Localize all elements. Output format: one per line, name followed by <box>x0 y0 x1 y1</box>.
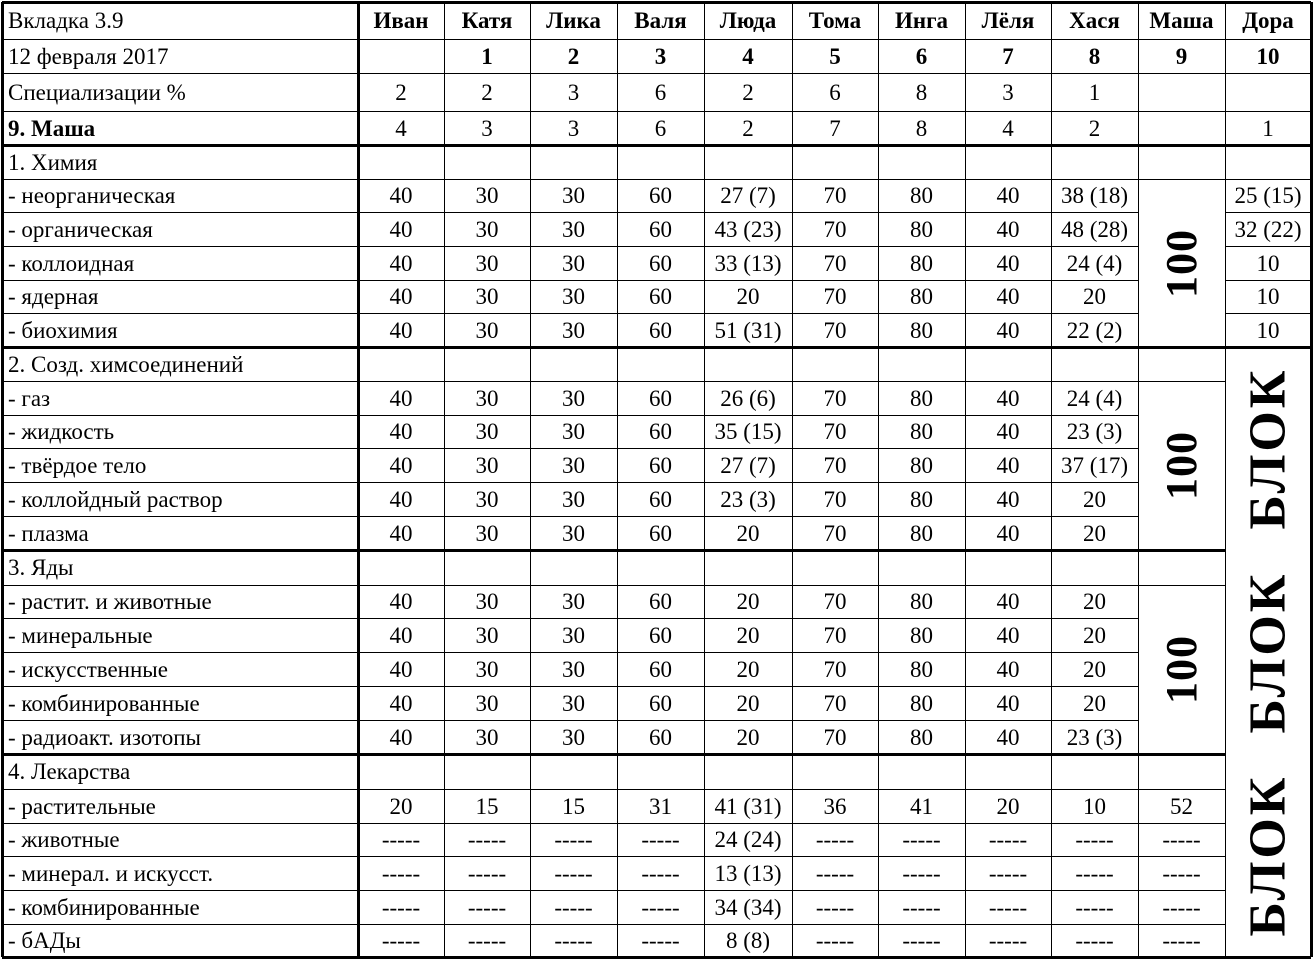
table-cell: 60 <box>649 656 672 682</box>
table-cell: 32 (22) <box>1234 216 1302 242</box>
table-cell: 40 <box>996 656 1020 682</box>
table-cell: 10 <box>1256 284 1280 309</box>
table-cell: 30 <box>562 183 585 208</box>
table-cell: 60 <box>649 622 672 648</box>
table-cell: 24 (24) <box>714 827 782 852</box>
row-label: - неорганическая <box>8 183 176 208</box>
table-cell: 1 <box>1262 115 1274 141</box>
table-cell: 80 <box>910 385 933 411</box>
table-cell: 40 <box>389 216 413 242</box>
table-cell: 30 <box>562 385 585 411</box>
table-cell: 20 <box>736 724 760 750</box>
table-cell: 34 (34) <box>714 894 782 920</box>
table-cell: 23 (3) <box>1066 419 1123 444</box>
table-cell: 27 (7) <box>720 183 776 208</box>
table-cell: 60 <box>649 724 672 750</box>
table-cell: 60 <box>649 589 672 614</box>
date-label: 12 февраля 2017 <box>8 43 169 69</box>
table-cell: 3 <box>481 115 493 141</box>
table-cell: 70 <box>823 486 847 512</box>
table-cell: ----- <box>381 827 421 852</box>
table-cell: 8 <box>915 79 928 105</box>
table-cell: 60 <box>649 183 672 208</box>
table-cell: 40 <box>996 452 1020 478</box>
table-cell: 70 <box>823 520 847 546</box>
row-label: - жидкость <box>8 419 115 444</box>
row-label: - растительные <box>8 793 156 819</box>
table-cell: ----- <box>902 860 941 886</box>
table-cell: 4 <box>395 115 407 141</box>
table-cell: 2 <box>742 79 754 105</box>
table-cell: 60 <box>649 216 672 242</box>
table-cell: 30 <box>475 656 499 682</box>
table-cell: ----- <box>467 860 507 886</box>
table-cell: 38 (18) <box>1060 183 1129 208</box>
table-cell: 35 (15) <box>714 419 782 444</box>
table-cell: 24 (4) <box>1066 385 1123 411</box>
table-cell <box>1138 111 1225 145</box>
table-cell: 40 <box>996 589 1020 614</box>
table-cell: 30 <box>475 622 499 648</box>
table-cell: 30 <box>562 622 585 648</box>
table-cell: 80 <box>910 622 933 648</box>
table-cell: 70 <box>823 724 847 750</box>
table-cell: 40 <box>996 216 1020 242</box>
table-cell: 3 <box>1002 79 1014 105</box>
table-cell: 37 (17) <box>1060 452 1129 478</box>
column-header-number: 5 <box>829 43 841 69</box>
table-cell: 40 <box>389 520 413 546</box>
table-cell: 20 <box>736 520 760 546</box>
table-cell: 30 <box>475 520 499 546</box>
table-cell: 33 (13) <box>714 250 782 276</box>
table-cell <box>1138 73 1225 111</box>
table-cell: 10 <box>1256 250 1280 276</box>
table-cell: ----- <box>815 928 855 953</box>
table-cell: 80 <box>910 589 933 614</box>
table-cell: 30 <box>562 284 585 309</box>
tab-label: Вкладка 3.9 <box>8 8 124 33</box>
column-header-number <box>358 39 444 73</box>
table-cell: 20 <box>1083 589 1106 614</box>
table-cell: 20 <box>1083 622 1106 648</box>
table-cell: 60 <box>649 284 672 309</box>
table-cell: 30 <box>562 419 585 444</box>
table-cell: 70 <box>823 216 847 242</box>
table-cell: 41 <box>910 793 933 819</box>
table-cell: 8 (8) <box>725 928 771 953</box>
merged-block-3 <box>1225 754 1311 957</box>
table-cell: 80 <box>910 183 933 208</box>
table-cell: 40 <box>996 690 1020 716</box>
table-cell: 26 (6) <box>720 385 776 411</box>
table-cell: 30 <box>562 250 585 276</box>
merged-block-2-text: БЛОК <box>1239 571 1297 733</box>
table-cell: 4 <box>1002 115 1014 141</box>
row-label: - животные <box>8 827 120 852</box>
section-title: 3. Яды <box>8 555 74 580</box>
row-label: 9. Маша <box>8 115 96 141</box>
table-cell: ----- <box>381 928 421 953</box>
table-cell: ----- <box>381 894 421 920</box>
table-cell: 70 <box>823 317 847 343</box>
table-cell: ----- <box>988 860 1028 886</box>
table-cell: 8 <box>915 115 928 141</box>
table-cell: 30 <box>562 690 585 716</box>
table-cell: 80 <box>910 520 933 546</box>
table-cell: 60 <box>649 250 672 276</box>
table-cell: 15 <box>562 793 585 819</box>
merged-100-chemistry-text: 100 <box>1157 228 1206 298</box>
row-label: - ядерная <box>8 284 99 309</box>
column-header-number: 3 <box>654 43 667 69</box>
table-cell: 30 <box>562 656 585 682</box>
table-cell: 70 <box>823 589 847 614</box>
table-cell: 80 <box>910 486 933 512</box>
table-cell: ----- <box>554 928 593 953</box>
row-label: - минерал. и искусст. <box>8 860 214 886</box>
column-header-name: Тома <box>808 8 862 33</box>
column-header-number: 4 <box>742 43 754 69</box>
column-header-name: Валя <box>634 8 687 33</box>
table-cell: 30 <box>562 589 585 614</box>
table-cell: 40 <box>389 690 413 716</box>
table-cell: 80 <box>910 724 933 750</box>
column-header-number: 1 <box>481 43 493 69</box>
row-label: - органическая <box>8 216 153 242</box>
table-cell: 30 <box>562 452 585 478</box>
row-label: - комбинированные <box>8 690 200 716</box>
column-header-name: Хася <box>1069 8 1120 33</box>
table-cell: 30 <box>475 724 499 750</box>
row-label: - бАДы <box>8 928 81 953</box>
merged-100-compounds <box>1138 381 1225 550</box>
table-cell: ----- <box>467 894 507 920</box>
table-cell: 2 <box>1088 115 1101 141</box>
table-cell: 30 <box>475 183 499 208</box>
table-cell: ----- <box>467 827 507 852</box>
table-cell: ----- <box>902 827 941 852</box>
row-label: - газ <box>8 385 51 411</box>
column-header-number: 10 <box>1256 43 1280 69</box>
table-cell: ----- <box>1075 827 1114 852</box>
table-cell: 23 (3) <box>1066 724 1123 750</box>
table-cell: 3 <box>567 115 580 141</box>
table-cell: 40 <box>996 250 1020 276</box>
table-cell: 24 (4) <box>1066 250 1123 276</box>
table-cell: ----- <box>467 928 507 953</box>
table-cell: ----- <box>815 894 855 920</box>
table-cell: 20 <box>1083 486 1106 512</box>
merged-block-1-text: БЛОК <box>1239 367 1297 530</box>
table-cell: 20 <box>736 690 760 716</box>
row-label: - коллойдный раствор <box>8 486 223 512</box>
table-cell: ----- <box>1162 827 1201 852</box>
table-cell: 80 <box>910 250 933 276</box>
table-cell: 6 <box>654 79 667 105</box>
table-cell: ----- <box>1075 894 1114 920</box>
table-cell: 3 <box>567 79 580 105</box>
column-header-name: Лика <box>546 8 601 33</box>
table-cell: ----- <box>1162 928 1201 953</box>
table-cell: 60 <box>649 690 672 716</box>
table-cell: 20 <box>1083 656 1106 682</box>
table-cell: 25 (15) <box>1234 183 1302 208</box>
table-cell: 40 <box>996 317 1020 343</box>
row-label: Специализации % <box>8 79 186 105</box>
table-cell: 2 <box>395 79 407 105</box>
table-cell: ----- <box>641 827 680 852</box>
merged-100-compounds-text: 100 <box>1157 431 1206 500</box>
column-header-name: Иван <box>373 8 429 33</box>
table-cell: 20 <box>736 284 760 309</box>
table-cell: 40 <box>389 452 413 478</box>
table-cell: ----- <box>988 928 1028 953</box>
table-cell: 15 <box>475 793 499 819</box>
table-cell: 10 <box>1256 317 1280 343</box>
table-cell: ----- <box>554 860 593 886</box>
table-cell: 40 <box>389 317 413 343</box>
table-cell: 60 <box>649 385 672 411</box>
table-cell: 52 <box>1170 793 1193 819</box>
table-cell: 40 <box>389 183 413 208</box>
row-label: - твёрдое тело <box>8 452 147 478</box>
column-header-name: Инга <box>894 8 949 33</box>
table-cell: 23 (3) <box>720 486 776 512</box>
table-cell: ----- <box>641 860 680 886</box>
table-cell: ----- <box>1162 894 1201 920</box>
table-cell: 48 (28) <box>1060 216 1129 242</box>
table-cell: 30 <box>475 690 499 716</box>
table-cell: 43 (23) <box>714 216 782 242</box>
column-header-name: Люда <box>719 8 777 33</box>
column-header-number: 7 <box>1002 43 1014 69</box>
table-cell: 40 <box>996 284 1020 309</box>
row-label: - минеральные <box>8 622 153 648</box>
merged-100-chemistry <box>1138 179 1225 347</box>
table-cell: 70 <box>823 690 847 716</box>
row-label: - искусственные <box>8 656 168 682</box>
column-header-name: Катя <box>461 8 513 33</box>
table-cell: 41 (31) <box>714 793 782 819</box>
table-cell: 22 (2) <box>1066 317 1123 343</box>
table-cell: 30 <box>475 385 499 411</box>
table-cell: 20 <box>736 656 760 682</box>
table-cell: 40 <box>996 419 1020 444</box>
table-cell: 70 <box>823 183 847 208</box>
table-cell: 40 <box>389 622 413 648</box>
table-cell: 31 <box>649 793 672 819</box>
table-cell: 10 <box>1083 793 1106 819</box>
table-cell: 30 <box>475 284 499 309</box>
column-header-number: 6 <box>915 43 928 69</box>
table-cell: 30 <box>475 317 499 343</box>
table-cell: 70 <box>823 419 847 444</box>
table-cell: 60 <box>649 452 672 478</box>
table-cell: ----- <box>641 928 680 953</box>
table-cell: 40 <box>389 486 413 512</box>
table-cell: 40 <box>389 419 413 444</box>
row-label: - растит. и животные <box>8 589 212 614</box>
table-cell: 70 <box>823 284 847 309</box>
merged-100-poisons <box>1138 585 1225 754</box>
table-cell: 80 <box>910 317 933 343</box>
table-cell: 60 <box>649 520 672 546</box>
table-cell: 20 <box>389 793 413 819</box>
table-cell: 20 <box>1083 284 1106 309</box>
row-label: - биохимия <box>8 317 118 343</box>
table-cell: 60 <box>649 419 672 444</box>
table-cell: 30 <box>562 724 585 750</box>
table-cell: 40 <box>389 656 413 682</box>
table-cell: 40 <box>996 724 1020 750</box>
table-cell: 60 <box>649 317 672 343</box>
table-cell: 2 <box>481 79 493 105</box>
column-header-name: Лёля <box>981 8 1035 33</box>
table-cell: 80 <box>910 216 933 242</box>
table-cell: 30 <box>475 250 499 276</box>
table-cell <box>1225 73 1311 111</box>
table-cell: 40 <box>389 589 413 614</box>
table-cell: ----- <box>815 827 855 852</box>
table-cell: 40 <box>996 622 1020 648</box>
column-header-name: Дора <box>1242 8 1294 33</box>
table-cell: 70 <box>823 656 847 682</box>
table-cell: 80 <box>910 284 933 309</box>
row-label: - коллоидная <box>8 250 135 276</box>
table-cell: 20 <box>736 622 760 648</box>
row-label: - комбинированные <box>8 894 200 920</box>
table-cell: 6 <box>829 79 841 105</box>
table-cell: 30 <box>475 589 499 614</box>
merged-100-poisons-text: 100 <box>1157 635 1206 704</box>
merged-block-1 <box>1225 347 1311 550</box>
table-cell: 7 <box>829 115 841 141</box>
row-label: - плазма <box>8 520 89 546</box>
table-cell: ----- <box>1075 860 1114 886</box>
table-cell: 1 <box>1088 79 1101 105</box>
column-header-number: 9 <box>1175 43 1188 69</box>
section-title: 4. Лекарства <box>8 759 131 784</box>
table-cell: 2 <box>742 115 754 141</box>
table-cell: 40 <box>389 250 413 276</box>
table-cell: ----- <box>641 894 680 920</box>
table-cell: ----- <box>554 894 593 920</box>
merged-block-3-text: БЛОК <box>1239 774 1297 937</box>
table-cell: ----- <box>988 827 1028 852</box>
table-cell: ----- <box>554 827 593 852</box>
table-cell: 13 (13) <box>714 860 782 886</box>
column-header-number: 8 <box>1088 43 1101 69</box>
table-cell: 6 <box>654 115 667 141</box>
section-title: 2. Созд. химсоединений <box>8 351 244 377</box>
table-cell: 40 <box>389 284 413 309</box>
merged-block-2 <box>1225 550 1311 754</box>
table-cell: ----- <box>815 860 855 886</box>
table-cell: 51 (31) <box>714 317 782 343</box>
column-header-number: 2 <box>567 43 580 69</box>
table-cell: ----- <box>988 894 1028 920</box>
table-cell: 40 <box>996 385 1020 411</box>
column-header-name: Маша <box>1149 8 1214 33</box>
table-cell: 70 <box>823 385 847 411</box>
table-cell: 30 <box>562 486 585 512</box>
table-cell: 40 <box>996 486 1020 512</box>
table-cell: 70 <box>823 622 847 648</box>
row-label: - радиоакт. изотопы <box>8 724 201 750</box>
table-cell: 40 <box>389 724 413 750</box>
table-cell: 70 <box>823 452 847 478</box>
table-cell: ----- <box>1075 928 1114 953</box>
table-cell: 40 <box>996 183 1020 208</box>
table-cell: 20 <box>736 589 760 614</box>
table-cell: 36 <box>823 793 847 819</box>
table-cell: ----- <box>381 860 421 886</box>
table-cell: 60 <box>649 486 672 512</box>
table-cell: 27 (7) <box>720 452 776 478</box>
section-title: 1. Химия <box>8 149 98 175</box>
table-cell: 70 <box>823 250 847 276</box>
table-cell: 30 <box>475 419 499 444</box>
table-cell: 40 <box>389 385 413 411</box>
table-cell: ----- <box>902 894 941 920</box>
table-cell: 30 <box>562 520 585 546</box>
table-cell: 80 <box>910 656 933 682</box>
table-cell: 20 <box>1083 690 1106 716</box>
table-cell: 80 <box>910 452 933 478</box>
table-cell: 30 <box>475 452 499 478</box>
table-cell: 30 <box>562 216 585 242</box>
table-cell: 30 <box>475 486 499 512</box>
table-cell: ----- <box>902 928 941 953</box>
table-cell: 80 <box>910 690 933 716</box>
table-cell: 20 <box>996 793 1020 819</box>
table-cell: 40 <box>996 520 1020 546</box>
table-cell: 20 <box>1083 520 1106 546</box>
table-cell: ----- <box>1162 860 1201 886</box>
table-cell: 80 <box>910 419 933 444</box>
table-cell: 30 <box>475 216 499 242</box>
table-cell: 30 <box>562 317 585 343</box>
